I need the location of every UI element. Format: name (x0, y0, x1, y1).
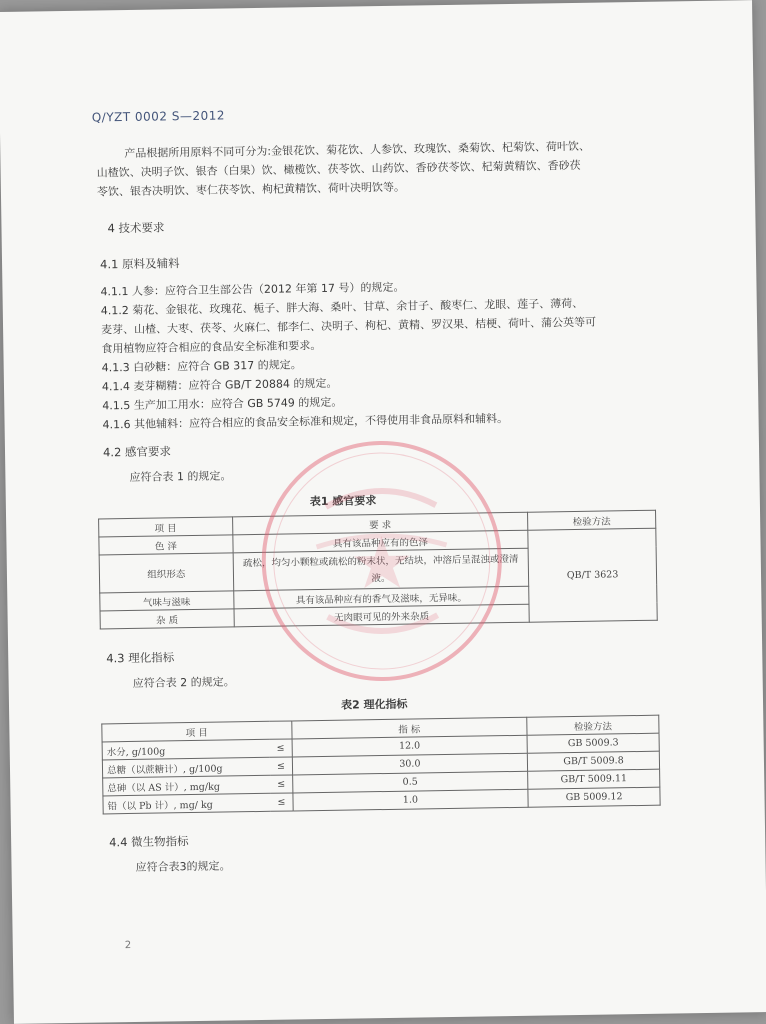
clause-4-1-1: 4.1.1 人参：应符合卫生部公告（2012 年第 17 号）的规定。 (100, 280, 405, 299)
clause-4-1-2: 4.1.2 菊花、金银花、玫瑰花、栀子、胖大海、桑叶、甘草、余甘子、酸枣仁、龙眼、莲子、薄荷、 (100, 296, 584, 318)
table-2-row-value: 12.0 (292, 735, 528, 757)
intro-line-1: 产品根据所用原料不同可分为:金银花饮、菊花饮、人参饮、玫瑰饮、桑菊饮、杞菊饮、荷叶饮、 (124, 139, 591, 161)
table-2-header-item: 项 目 (102, 721, 292, 742)
table-2-row-method: GB 5009.12 (528, 787, 660, 807)
table-2-row-value: 0.5 (292, 771, 528, 793)
table-1-row-item: 气味与滋味 (100, 591, 234, 611)
table-2-row-operator: ≤ (270, 775, 292, 793)
table-1-header-item: 项 目 (99, 517, 233, 537)
table-2-header-method: 检验方法 (527, 715, 659, 735)
table-1-caption: 表1 感官要求 (309, 494, 377, 509)
section-4-1-heading: 4.1 原料及辅料 (99, 256, 180, 272)
table-1-header-method: 检验方法 (528, 510, 656, 530)
table-2-row-item: 水分, g/100g (102, 739, 270, 760)
table-2-row-operator: ≤ (270, 739, 292, 757)
intro-line-2: 山楂饮、决明子饮、银杏（白果）饮、橄榄饮、茯苓饮、山药饮、香砂茯苓饮、杞菊黄精饮、香砂茯 (96, 158, 581, 180)
table-1-row-requirement: 具有该品种应有的色泽 (233, 530, 529, 553)
section-4-2-text: 应符合表 1 的规定。 (129, 469, 232, 484)
table-2-header-index: 指 标 (291, 717, 527, 739)
table-2-row-value: 30.0 (292, 753, 528, 775)
intro-line-3: 苓饮、银杏决明饮、枣仁茯苓饮、枸杞黄精饮、荷叶决明饮等。 (96, 180, 406, 199)
table-1-row-item: 色 泽 (99, 535, 233, 555)
section-4-heading: 4 技术要求 (107, 220, 165, 236)
clause-4-1-2-cont-2: 食用植物应符合相应的食品安全标准和要求。 (101, 338, 322, 356)
table-2-row-method: GB 5009.3 (527, 733, 659, 753)
table-2-row-method: GB/T 5009.11 (528, 769, 660, 789)
section-4-3-text: 应符合表 2 的规定。 (132, 675, 235, 690)
section-4-4-text: 应符合表3的规定。 (135, 859, 231, 874)
clause-4-1-6: 4.1.6 其他辅料：应符合相应的食品安全标准和规定，不得使用非食品原料和辅料。 (102, 412, 509, 432)
clause-4-1-4: 4.1.4 麦芽糊精：应符合 GB/T 20884 的规定。 (101, 376, 338, 394)
standard-number: Q/YZT 0002 S—2012 (91, 108, 226, 125)
clause-4-1-3: 4.1.3 白砂糖：应符合 GB 317 的规定。 (101, 358, 302, 375)
table-1-row-requirement: 具有该品种应有的香气及滋味，无异味。 (233, 586, 529, 609)
table-2-row-operator: ≤ (270, 757, 292, 775)
table-2-row-item: 总糖（以蔗糖计）, g/100g (102, 757, 270, 778)
table-1-row-requirement: 疏松，均匀小颗粒或疏松的粉末状，无结块，冲溶后呈混浊或澄清液。 (233, 548, 529, 591)
section-4-2-heading: 4.2 感官要求 (102, 444, 172, 460)
section-4-4-heading: 4.4 微生物指标 (109, 834, 189, 850)
table-2-row-item: 总砷（以 AS 计）, mg/kg (103, 775, 271, 796)
table-1-row-requirement: 无肉眼可见的外来杂质 (234, 604, 530, 627)
table-2-row-value: 1.0 (293, 789, 529, 811)
table-1-header-requirement: 要 求 (232, 512, 528, 535)
table-2-row-method: GB/T 5009.8 (527, 751, 659, 771)
section-4-3-heading: 4.3 理化指标 (106, 650, 175, 666)
official-seal-stamp (255, 434, 509, 688)
page-number: 2 (124, 940, 132, 952)
table-1-method-cell: QB/T 3623 (528, 528, 657, 622)
table-1-row-item: 杂 质 (100, 609, 234, 629)
table-2-caption: 表2 理化指标 (340, 697, 408, 712)
table-1-row-item: 组织形态 (99, 553, 233, 593)
clause-4-1-5: 4.1.5 生产加工用水：应符合 GB 5749 的规定。 (102, 395, 343, 413)
table-2-physicochemical (101, 715, 660, 815)
table-2-row-item: 铅（以 Pb 计）, mg/ kg (103, 793, 271, 814)
table-2-row-operator: ≤ (271, 793, 293, 811)
clause-4-1-2-cont-1: 麦芽、山楂、大枣、茯苓、火麻仁、郁李仁、决明子、枸杞、黄精、罗汉果、桔梗、荷叶、蒲公英等可 (101, 315, 597, 337)
